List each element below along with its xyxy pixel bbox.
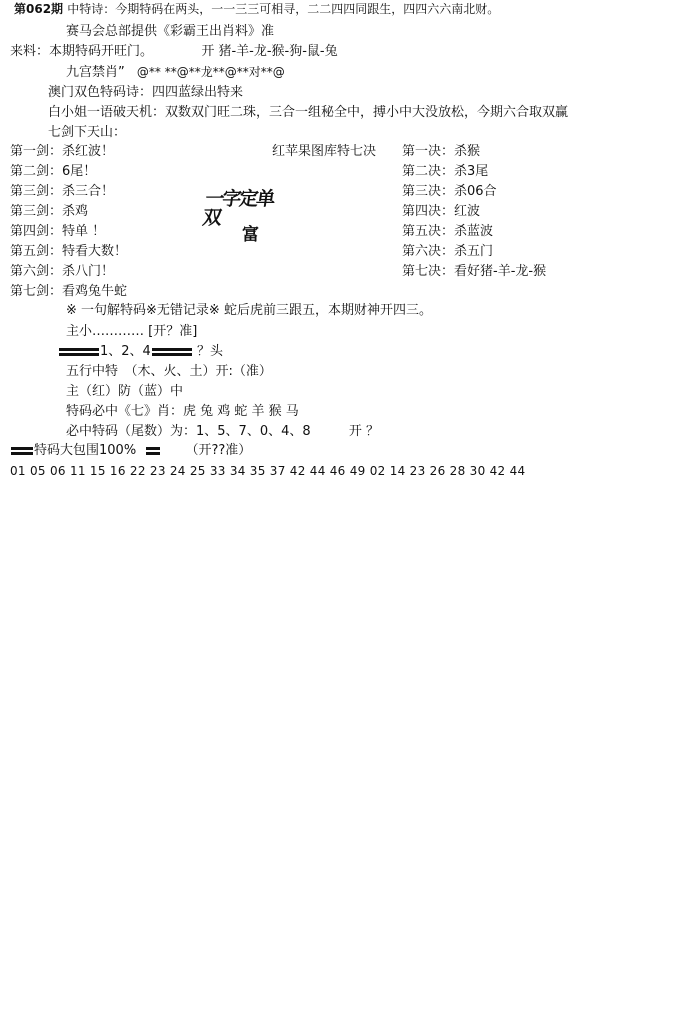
jue-label: 第五决： [402, 224, 455, 239]
sword-row [10, 162, 96, 181]
open-zodiacs: 猪-羊-龙-猴-狗-鼠-兔 [218, 44, 338, 59]
sword-label: 第六剑： [10, 264, 63, 279]
stamp-small-text: 富 [242, 225, 259, 245]
sword-text: 杀红波！ [62, 144, 115, 159]
jue-text: 杀五门 [454, 244, 494, 259]
sword-row [10, 242, 127, 261]
sword-text: 6尾！ [62, 164, 97, 179]
sword-label: 第二剑： [10, 164, 63, 179]
jue-row [402, 182, 497, 201]
jue-label: 第二决： [402, 164, 455, 179]
jue-label: 第四决： [402, 204, 455, 219]
wuxing-line: 五行中特 （木、火、土）开:（准） [66, 364, 272, 379]
jiugong-text: 九宫禁肖” [66, 65, 125, 80]
source-line: 赛马会总部提供《彩霸王出肖料》准 [66, 24, 275, 39]
jue-text: 杀蓝波 [454, 224, 494, 239]
jue-row [402, 162, 488, 181]
jue-text: 杀3尾 [454, 164, 489, 179]
sword-text: 特单 ！ [62, 224, 106, 239]
tail-line [66, 422, 379, 441]
jue-text: 看好猪-羊-龙-猴 [454, 264, 547, 279]
sword-label: 第四剑： [10, 224, 63, 239]
material-label: 来料： [10, 44, 50, 59]
jue-text: 杀猴 [454, 144, 481, 159]
jue-row [402, 222, 493, 241]
jue-label: 第七决： [402, 264, 455, 279]
material-text: 本期特码开旺门。 [49, 44, 154, 59]
decorative-bar [59, 348, 99, 356]
sword-row [10, 282, 127, 301]
jue-text: 杀06合 [454, 184, 497, 199]
sword-label: 第五剑： [10, 244, 63, 259]
main-small-line: 主小………… [开？准] [66, 324, 198, 339]
riddle-line: ※ 一句解特码※无错记录※ 蛇后虎前三跟五，本期财神开四三。 [66, 303, 432, 318]
sword-text: 杀八门！ [62, 264, 115, 279]
poem-line [14, 0, 499, 19]
sword-row [10, 262, 114, 281]
handwritten-stamp [201, 188, 284, 260]
decorative-bar [11, 447, 33, 455]
poem-text: 今期特码在两头，一一三三可相寻，二二四四同跟生，四四六六南北财。 [115, 2, 500, 16]
jue-label: 第一决： [402, 144, 455, 159]
stamp-main-text: 一字定单双 [201, 188, 275, 229]
open-label: 开 [201, 44, 215, 59]
poem-label: 中特诗： [67, 2, 116, 16]
decorative-bar [152, 348, 192, 356]
sword-text: 杀鸡 [62, 204, 89, 219]
jue-row [402, 202, 480, 221]
head-numbers: 1、2、4 [100, 344, 151, 359]
jue-text: 红波 [454, 204, 481, 219]
tail-open: 开 ？ [348, 424, 380, 439]
jue-row [402, 262, 546, 281]
material-line [10, 42, 338, 61]
jue-label: 第六决： [402, 244, 455, 259]
package-line [10, 441, 251, 460]
numbers-line: 01 05 06 11 15 16 22 23 24 25 33 34 35 37 42 44 46 49 02 14 23 26 28 30 42 44 [10, 464, 526, 478]
jiugong-line [66, 63, 285, 82]
head-line [58, 342, 223, 361]
tail-text: 必中特码（尾数）为：1、5、7、0、4、8 [66, 424, 311, 439]
jue-row [402, 242, 493, 261]
apple-title: 红苹果图库特七决 [272, 144, 377, 159]
jiugong-code: @** **@**龙**@**对**@ [136, 65, 285, 79]
sword-label: 第三剑： [10, 184, 63, 199]
sword-row [10, 182, 114, 201]
sword-text: 杀三合！ [62, 184, 115, 199]
sword-text: 看鸡兔牛蛇 [62, 284, 128, 299]
sword-row [10, 142, 114, 161]
sword-row [10, 222, 105, 241]
must-zodiac-line: 特码必中《七》肖：虎 兔 鸡 蛇 羊 猴 马 [66, 404, 299, 419]
miss-bai-line: 白小姐一语破天机：双数双门旺二珠，三合一组秘全中，搏小中大没放松，今期六合取双赢 [48, 105, 569, 120]
period-label: 第062期 [14, 2, 64, 16]
sword-row [10, 202, 88, 221]
decorative-bar [146, 447, 160, 455]
sword-text: 特看大数！ [62, 244, 128, 259]
sword-label: 第一剑： [10, 144, 63, 159]
package-suffix: （开??准） [185, 443, 252, 458]
jue-row [402, 142, 480, 161]
color-line: 主（红）防（蓝）中 [66, 384, 184, 399]
sword-label: 第三剑： [10, 204, 63, 219]
seven-swords-title: 七剑下天山： [48, 125, 127, 140]
macau-poem: 澳门双色特码诗：四四蓝绿出特来 [48, 85, 244, 100]
head-suffix: ？头 [196, 344, 223, 359]
jue-label: 第三决： [402, 184, 455, 199]
sword-label: 第七剑： [10, 284, 63, 299]
package-text: 特码大包围100% [34, 443, 137, 458]
